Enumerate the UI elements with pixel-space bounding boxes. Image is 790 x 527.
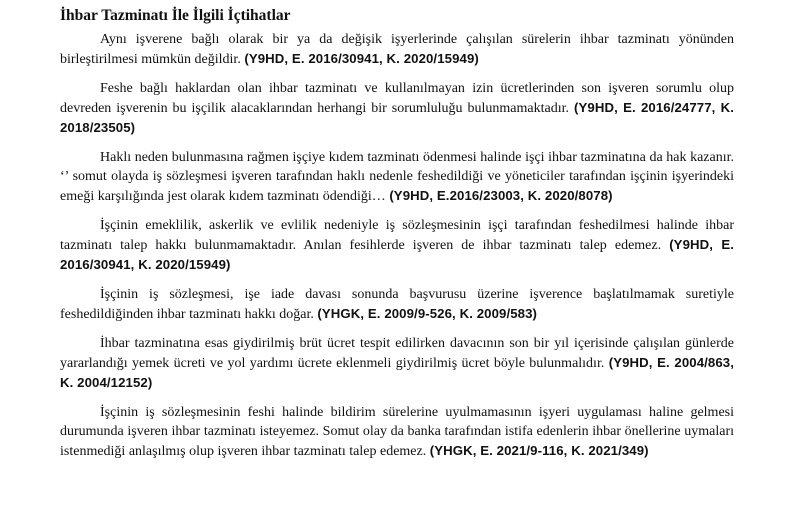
- ruling-text: İşçinin emeklilik, askerlik ve evlilik nedeniyle iş sözleşmesinin işçi tarafından feshedilmesi halinde ihbar tazminatı talep hakkı bulunmamaktadır. Anılan fesihlerde işveren de ihbar tazminatı talep edemez.: [60, 218, 734, 253]
- ruling-paragraph-5: [60, 285, 734, 324]
- ruling-citation: (Y9HD, E. 2004/863, K. 2004/12152): [60, 355, 734, 390]
- ruling-text: Feshe bağlı haklardan olan ihbar tazminatı ve kullanılmayan izin ücretlerinden son işveren sorumlu olup devreden işverenin bu işçilik alacaklarından herhangi bir sorumluluğu bulunmamaktadır.: [60, 81, 734, 116]
- ruling-paragraph-7: [60, 403, 734, 461]
- ruling-paragraph-3: [60, 148, 734, 206]
- ruling-text: İhbar tazminatına esas giydirilmiş brüt ücret tespit edilirken davacının son bir yıl içerisinde çalışılan günlerde yararlandığı yemek ücreti ve yol yardımı ücrete eklenmeli giydirilmiş ücret böyle bulunmalıdır.: [60, 336, 734, 371]
- ruling-citation: (Y9HD, E. 2016/30941, K. 2020/15949): [244, 51, 479, 66]
- ruling-paragraph-6: [60, 334, 734, 393]
- ruling-citation: (Y9HD, E. 2016/30941, K. 2020/15949): [60, 237, 735, 272]
- ruling-paragraph-2: [60, 79, 734, 138]
- document-title: İhbar Tazminatı İle İlgili İçtihatlar: [60, 7, 291, 24]
- ruling-text: İşçinin iş sözleşmesinin feshi halinde bildirim sürelerine uyulmamasının işyeri uygulaması haline gelmesi durumunda işveren ihbar tazminatı isteyemez. Somut olay da banka tarafından istifa edenlerin ihbar önellerine uymaları istenmediği anlaşılmış olup işveren ihbar tazminatı talep edemez.: [60, 405, 734, 459]
- ruling-text: İşçinin iş sözleşmesi, işe iade davası sonunda başvurusu üzerine işverence başlatılmamak suretiyle feshedildiğinden ihbar tazminatı hakkı doğar.: [60, 287, 734, 322]
- ruling-citation: (Y9HD, E.2016/23003, K. 2020/8078): [389, 188, 613, 203]
- ruling-text: Aynı işverene bağlı olarak bir ya da değişik işyerlerinde çalışılan sürelerin ihbar tazminatı yönünden birleştirilmesi mümkün değildir.: [60, 32, 734, 67]
- ruling-citation: (Y9HD, E. 2016/24777, K. 2018/23505): [60, 100, 735, 135]
- ruling-paragraph-1: [60, 30, 734, 69]
- ruling-citation: (YHGK, E. 2021/9-116, K. 2021/349): [429, 443, 649, 458]
- ruling-text: Haklı neden bulunmasına rağmen işçiye kıdem tazminatı ödenmesi halinde işçi ihbar tazminatına da hak kazanır. ‘’ somut olayda iş sözleşmesi işveren tarafından haklı nedenle feshedildiği ve yöneticiler tarafından işçinin işyerindeki emeği karşılığında jest olarak kıdem tazminatı ödendiği…: [60, 150, 734, 204]
- ruling-citation: (YHGK, E. 2009/9-526, K. 2009/583): [317, 306, 538, 321]
- ruling-paragraph-4: [60, 216, 734, 275]
